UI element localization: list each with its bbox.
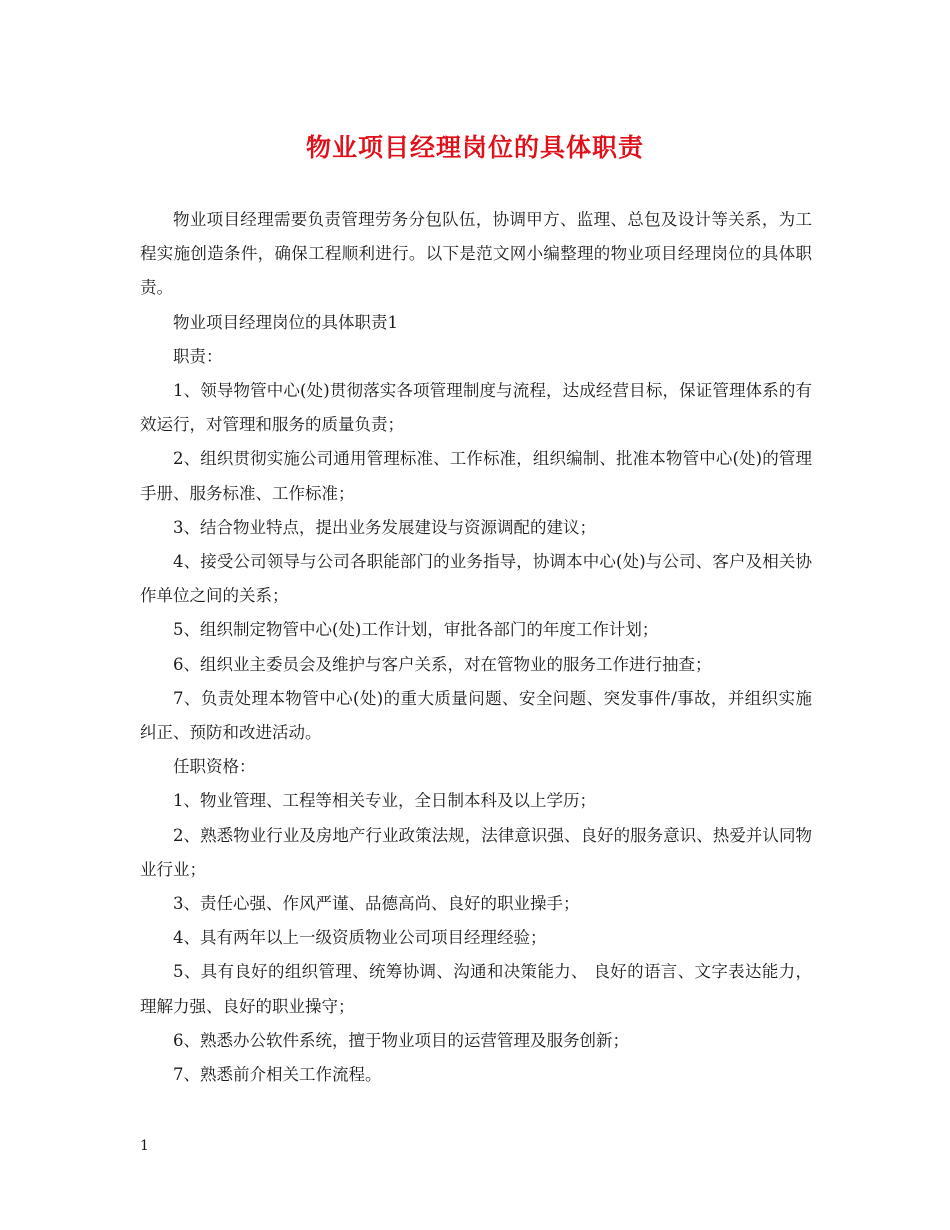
document-title: 物业项目经理岗位的具体职责 (305, 133, 644, 162)
qualifications-label: 任职资格： (173, 757, 256, 777)
section-heading: 物业项目经理岗位的具体职责1 (173, 312, 398, 332)
duty-item: 4、接受公司领导与公司各职能部门的业务指导，协调本中心(处)与公司、客户及相关协作单位之间的关系； (140, 552, 812, 606)
document-body (140, 203, 812, 1092)
duty-item: 5、组织制定物管中心(处)工作计划，审批各部门的年度工作计划； (173, 620, 659, 640)
page-number: 1 (140, 1138, 149, 1154)
duty-item: 1、领导物管中心(处)贯彻落实各项管理制度与流程，达成经营目标，保证管理体系的有效运行，对管理和服务的质量负责； (140, 381, 812, 435)
qualification-item: 3、责任心强、作风严谨、品德高尚、良好的职业操手； (173, 894, 580, 914)
qualification-item: 5、具有良好的组织管理、统筹协调、沟通和决策能力、 良好的语言、文字表达能力，理解力强、良好的职业操守； (140, 962, 812, 1016)
qualification-item: 6、熟悉办公软件系统，擅于物业项目的运营管理及服务创新； (173, 1030, 629, 1050)
duties-label: 职责： (173, 346, 223, 366)
duty-item: 6、组织业主委员会及维护与客户关系，对在管物业的服务工作进行抽查； (173, 654, 712, 674)
duty-item: 3、结合物业特点，提出业务发展建设与资源调配的建议； (173, 517, 596, 537)
qualification-item: 4、具有两年以上一级资质物业公司项目经理经验； (173, 928, 547, 948)
intro-paragraph: 物业项目经理需要负责管理劳务分包队伍，协调甲方、监理、总包及设计等关系，为工程实施创造条件，确保工程顺利进行。以下是范文网小编整理的物业项目经理岗位的具体职责。 (140, 210, 812, 298)
qualification-item: 1、物业管理、工程等相关专业，全日制本科及以上学历； (173, 791, 596, 811)
duty-item: 7、负责处理本物管中心(处)的重大质量问题、安全问题、突发事件/事故，并组织实施纠正、预防和改进活动。 (140, 688, 812, 743)
qualification-item: 2、熟悉物业行业及房地产行业政策法规，法律意识强、良好的服务意识、热爱并认同物业行业； (140, 825, 812, 879)
qualification-item: 7、熟悉前介相关工作流程。 (173, 1065, 382, 1085)
duty-item: 2、组织贯彻实施公司通用管理标准、工作标准，组织编制、批准本物管中心(处)的管理手册、服务标准、工作标准； (140, 449, 812, 503)
